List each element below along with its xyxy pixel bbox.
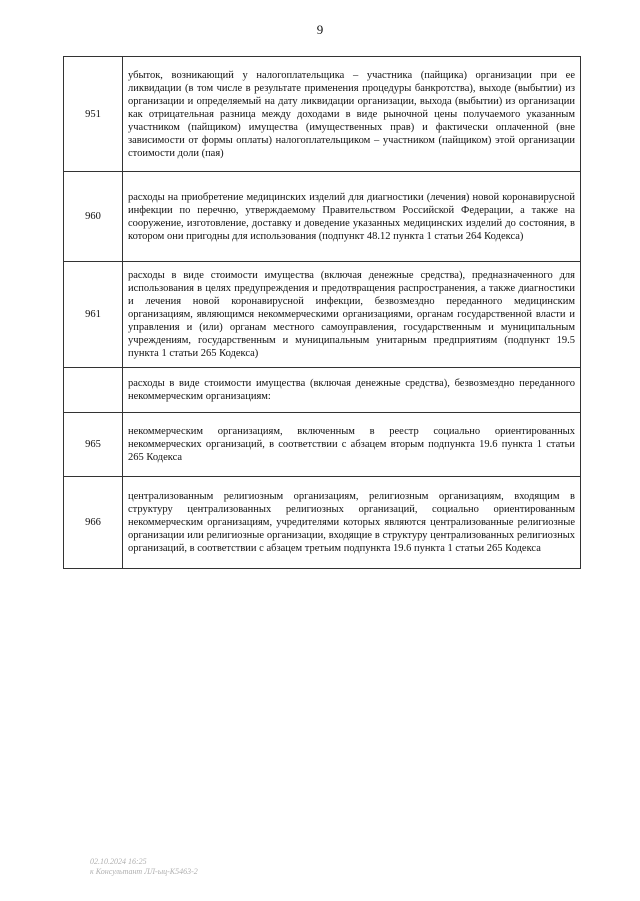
row-description: расходы в виде стоимости имущества (включая денежные средства), безвозмездно переданного некоммерческим организациям: xyxy=(123,368,581,413)
table-row xyxy=(64,172,581,262)
row-code: 951 xyxy=(64,57,123,172)
row-code: 961 xyxy=(64,262,123,368)
row-description: централизованным религиозным организациям, религиозным организациям, входящим в структуру централизованных религиозных организаций, социально ориентированным некоммерческим организациям, учредителями которых являются централизованные религиозные организации или религиозные организации, входящие в структуру централизованных религиозных организаций, в соответствии с абзацем третьим подпункта 19.6 пункта 1 статьи 265 Кодекса xyxy=(123,477,581,569)
table-row xyxy=(64,368,581,413)
row-code: 966 xyxy=(64,477,123,569)
footer-stamp xyxy=(90,857,198,877)
codes-table xyxy=(63,56,581,569)
row-description: некоммерческим организациям, включенным в реестр социально ориентированных некоммерческих организаций, в соответствии с абзацем вторым подпункта 19.6 пункта 1 статьи 265 Кодекса xyxy=(123,413,581,477)
row-description: расходы в виде стоимости имущества (включая денежные средства), предназначенного для использования в целях предупреждения и предотвращения распространения, а также диагностики и лечения новой коронавирусной инфекции, безвозмездно переданного медицинским организациям, являющимся некоммерческими организациями, органам государственной власти и управления и (или) органам местного самоуправления, государственным и муниципальным учреждениям, государственным и муниципальным унитарным предприятиям (подпункт 19.5 пункта 1 статьи 265 Кодекса) xyxy=(123,262,581,368)
row-description: убыток, возникающий у налогоплательщика – участника (пайщика) организации при ее ликвидации (в том числе в результате применения процедуры банкротства), выходе (выбытии) из организации и определяемый на дату ликвидации организации, выхода (выбытии) из организации как отрицательная разница между доходами в виде рыночной цены получаемого указанным участником (пайщиком) имущества (имущественных прав) и фактически оплаченной (вне зависимости от формы оплаты) налогоплательщиком – участником (пайщиком) этой организации стоимости доли (пая) xyxy=(123,57,581,172)
table-row xyxy=(64,477,581,569)
footer-reference: к Консультант ЛЛ-ыц-К5463-2 xyxy=(90,867,198,876)
table-row xyxy=(64,57,581,172)
footer-date: 02.10.2024 16:25 xyxy=(90,857,147,866)
page-number: 9 xyxy=(316,22,324,37)
table-row xyxy=(64,413,581,477)
table-row xyxy=(64,262,581,368)
row-code: 965 xyxy=(64,413,123,477)
row-code xyxy=(64,368,123,413)
row-description: расходы на приобретение медицинских изделий для диагностики (лечения) новой коронавирусной инфекции по перечню, утверждаемому Правительством Российской Федерации, а также на сооружение, изготовление, доставку и доведение указанных медицинских изделий до состояния, в котором они пригодны для использования (подпункт 48.12 пункта 1 статьи 264 Кодекса) xyxy=(123,172,581,262)
row-code: 960 xyxy=(64,172,123,262)
